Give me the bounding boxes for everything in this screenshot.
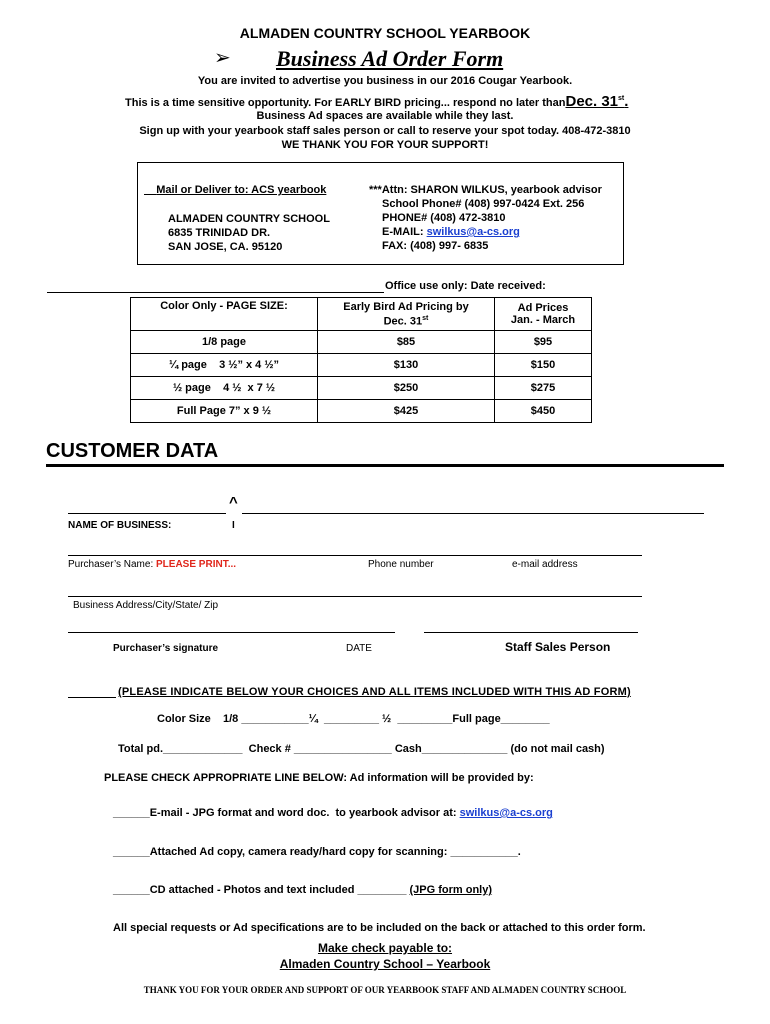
deadline bbox=[565, 93, 628, 110]
pricing-header-size: Color Only - PAGE SIZE: bbox=[131, 298, 318, 331]
thanks-text: WE THANK YOU FOR YOUR SUPPORT! bbox=[281, 139, 489, 151]
email-label: e-mail address bbox=[512, 559, 578, 570]
option-cd-text: ______CD attached - Photos and text included ________ bbox=[113, 884, 407, 896]
table-row bbox=[131, 354, 592, 377]
address-line[interactable] bbox=[68, 596, 642, 597]
staff-line[interactable] bbox=[424, 632, 638, 633]
arrow-icon: ➢ bbox=[214, 47, 231, 69]
adprices-line1: Ad Prices bbox=[517, 302, 569, 314]
date-label: DATE bbox=[346, 643, 372, 654]
price-cell: $150 bbox=[495, 354, 592, 377]
earlybird-cell: $250 bbox=[318, 377, 495, 400]
mail-address-3: SAN JOSE, CA. 95120 bbox=[168, 241, 283, 253]
invite-text: You are invited to advertise you business in our 2016 Cougar Yearbook. bbox=[197, 75, 573, 87]
deadline-date: Dec. 31 bbox=[565, 93, 619, 110]
table-row bbox=[131, 400, 592, 423]
signup-text: Sign up with your yearbook staff sales person or call to reserve your spot today. 408-472-3810 bbox=[139, 125, 631, 137]
time-sensitive-text bbox=[125, 93, 628, 110]
payable-to: Almaden Country School – Yearbook bbox=[279, 957, 491, 971]
mail-address-2: 6835 TRINIDAD DR. bbox=[168, 227, 271, 239]
option-cd[interactable] bbox=[113, 884, 492, 896]
business-name-line-left[interactable] bbox=[68, 513, 226, 514]
special-requests: All special requests or Ad specifications are to be included on the back or attached to this order form. bbox=[113, 922, 646, 934]
mail-heading-text: Mail or Deliver to: ACS yearbook bbox=[156, 184, 327, 196]
purchaser-line[interactable] bbox=[68, 555, 642, 556]
pricing-header-earlybird bbox=[318, 298, 495, 331]
earlybird-cell: $85 bbox=[318, 331, 495, 354]
price-cell: $450 bbox=[495, 400, 592, 423]
phone-label: Phone number bbox=[368, 559, 434, 570]
email-label: E-MAIL: bbox=[382, 226, 424, 238]
option-cd-jpg: (JPG form only) bbox=[409, 884, 493, 896]
earlybird-date: Dec. 31 bbox=[383, 315, 423, 328]
school-phone: School Phone# (408) 997-0424 Ext. 256 bbox=[382, 198, 585, 210]
pricing-table bbox=[130, 297, 592, 423]
customer-heading: CUSTOMER DATA bbox=[46, 440, 219, 462]
size-cell: Full Page 7” x 9 ½ bbox=[131, 400, 318, 423]
form-title: Business Ad Order Form bbox=[276, 46, 504, 71]
please-print: PLEASE PRINT... bbox=[156, 559, 237, 570]
time-sensitive-label: This is a time sensitive opportunity. For EARLY BIRD pricing... respond no later than bbox=[125, 97, 566, 109]
mail-heading bbox=[144, 184, 326, 196]
option-email-text: ______E-mail - JPG format and word doc. to yearbook advisor at: bbox=[113, 807, 457, 819]
office-use-text: Office use only: Date received: bbox=[385, 280, 546, 292]
check-line-text: PLEASE CHECK APPROPRIATE LINE BELOW: Ad information will be provided by: bbox=[104, 772, 534, 784]
choices-heading: (PLEASE INDICATE BELOW YOUR CHOICES AND ALL ITEMS INCLUDED WITH THIS AD FORM) bbox=[118, 686, 631, 698]
price-cell: $95 bbox=[495, 331, 592, 354]
name-mark: I bbox=[232, 520, 235, 531]
option-email[interactable] bbox=[113, 807, 553, 819]
choices-lead-line bbox=[68, 697, 116, 698]
adprices-line2: Jan. - March bbox=[510, 314, 576, 326]
option-attached[interactable]: ______Attached Ad copy, camera ready/hard copy for scanning: ___________. bbox=[113, 846, 521, 858]
size-cell: ½ page 4 ½ x 7 ½ bbox=[131, 377, 318, 400]
school-title: ALMADEN COUNTRY SCHOOL YEARBOOK bbox=[239, 25, 531, 41]
address-label: Business Address/City/State/ Zip bbox=[73, 600, 219, 611]
office-use-line bbox=[47, 292, 384, 293]
staff-label: Staff Sales Person bbox=[505, 640, 611, 654]
purchaser-label-text: Purchaser’s Name: bbox=[68, 559, 154, 570]
size-cell: ¼ page 3 ½” x 4 ½” bbox=[131, 354, 318, 377]
signature-line[interactable] bbox=[68, 632, 395, 633]
footer-thanks: THANK YOU FOR YOUR ORDER AND SUPPORT OF OUR YEARBOOK STAFF AND ALMADEN COUNTRY SCHOOL bbox=[143, 985, 627, 995]
earlybird-cell: $425 bbox=[318, 400, 495, 423]
earlybird-line2 bbox=[320, 313, 492, 328]
earlybird-line1: Early Bird Ad Pricing by bbox=[343, 300, 469, 313]
business-name-line-right[interactable] bbox=[242, 513, 704, 514]
deadline-sup: st bbox=[618, 95, 625, 102]
spaces-text: Business Ad spaces are available while they last. bbox=[256, 110, 514, 122]
phone-2: PHONE# (408) 472-3810 bbox=[382, 212, 506, 224]
earlybird-cell: $130 bbox=[318, 354, 495, 377]
purchaser-label bbox=[68, 559, 236, 570]
business-name-label: NAME OF BUSINESS: bbox=[68, 520, 172, 531]
deadline-end: . bbox=[624, 93, 629, 110]
pricing-header-adprices bbox=[495, 298, 592, 331]
color-size-line[interactable]: Color Size 1/8 ___________¼ _________ ½ _________Full page________ bbox=[157, 713, 550, 725]
pricing-header-row bbox=[131, 298, 592, 331]
table-row bbox=[131, 377, 592, 400]
caret-mark: ^ bbox=[229, 494, 238, 511]
email-line bbox=[382, 226, 520, 238]
signature-label: Purchaser’s signature bbox=[113, 643, 219, 654]
customer-divider bbox=[46, 464, 724, 467]
total-line[interactable]: Total pd._____________ Check # ________________ Cash______________ (do not mail cash) bbox=[118, 743, 605, 755]
email-link[interactable]: swilkus@a-cs.org bbox=[426, 226, 520, 238]
attn-text: ***Attn: SHARON WILKUS, yearbook advisor bbox=[369, 184, 602, 196]
table-row bbox=[131, 331, 592, 354]
size-cell: 1/8 page bbox=[131, 331, 318, 354]
mail-address-1: ALMADEN COUNTRY SCHOOL bbox=[168, 213, 330, 225]
option-email-link[interactable]: swilkus@a-cs.org bbox=[459, 807, 553, 819]
payable-heading: Make check payable to: bbox=[317, 941, 453, 955]
earlybird-sup: st bbox=[422, 314, 429, 322]
fax-line: FAX: (408) 997- 6835 bbox=[382, 240, 489, 252]
price-cell: $275 bbox=[495, 377, 592, 400]
